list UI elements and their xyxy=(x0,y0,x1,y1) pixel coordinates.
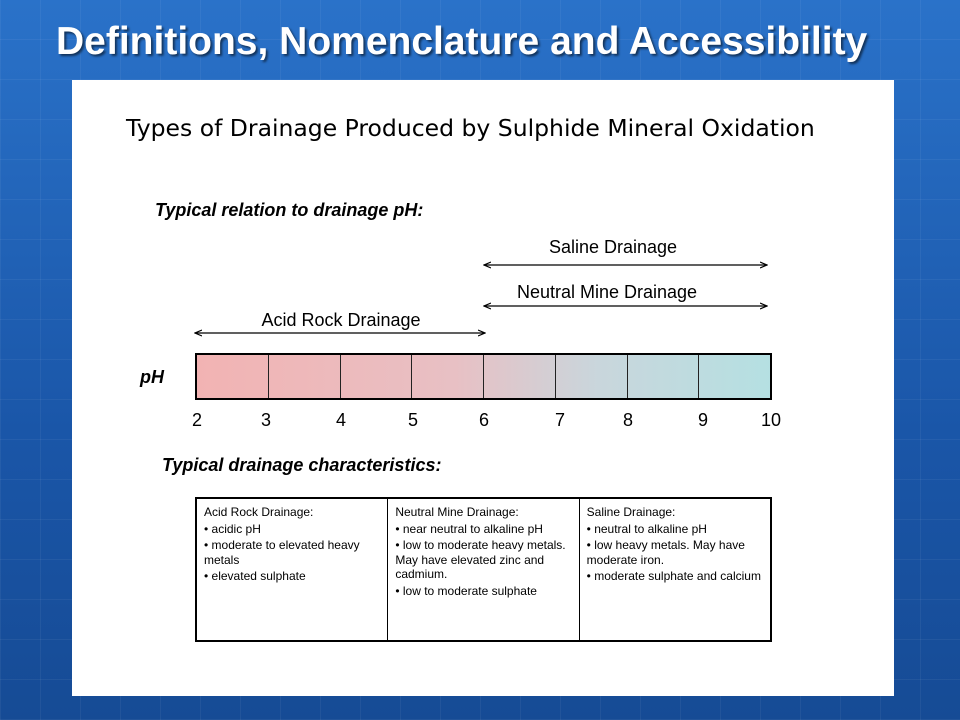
ph-tick-label: 9 xyxy=(697,410,709,430)
ph-cell xyxy=(699,355,770,398)
list-item: • low heavy metals. May have moderate iron. xyxy=(587,538,764,567)
ph-cell xyxy=(341,355,413,398)
relation-heading: Typical relation to drainage pH: xyxy=(155,200,424,220)
ph-cell xyxy=(412,355,484,398)
column-heading: Saline Drainage: xyxy=(586,505,676,519)
list-item: • low to moderate sulphate xyxy=(395,584,572,599)
ph-tick-label: 2 xyxy=(191,410,203,430)
ph-scale-bar xyxy=(195,353,772,400)
ph-tick-label: 3 xyxy=(260,410,272,430)
saline-drainage-column xyxy=(580,499,770,640)
ph-cell xyxy=(269,355,341,398)
list-item: • neutral to alkaline pH xyxy=(587,522,764,537)
acid-rock-drainage-column xyxy=(197,499,388,640)
ph-tick-label: 8 xyxy=(622,410,634,430)
diagram-title: Types of Drainage Produced by Sulphide Mineral Oxidation xyxy=(126,114,815,142)
neutral-mine-drainage-column xyxy=(388,499,579,640)
list-item: • moderate to elevated heavy metals xyxy=(204,538,381,567)
list-item: • elevated sulphate xyxy=(204,569,381,584)
ph-tick-label: 4 xyxy=(335,410,347,430)
ph-cell xyxy=(556,355,628,398)
ph-axis-label: pH xyxy=(140,367,164,387)
ph-tick-label: 10 xyxy=(760,410,782,430)
acid-range-label: Acid Rock Drainage xyxy=(261,310,421,330)
slide-title: Definitions, Nomenclature and Accessibility xyxy=(56,20,868,63)
column-heading: Neutral Mine Drainage: xyxy=(395,505,519,519)
list-item: • near neutral to alkaline pH xyxy=(395,522,572,537)
ph-tick-label: 6 xyxy=(478,410,490,430)
characteristics-table xyxy=(195,497,772,642)
characteristics-heading: Typical drainage characteristics: xyxy=(162,455,442,475)
list-item: • moderate sulphate and calcium xyxy=(587,569,764,584)
list-item: • low to moderate heavy metals. May have elevated zinc and cadmium. xyxy=(395,538,572,582)
column-heading: Acid Rock Drainage: xyxy=(204,505,314,519)
ph-cell xyxy=(484,355,556,398)
ph-tick-label: 7 xyxy=(554,410,566,430)
list-item: • acidic pH xyxy=(204,522,381,537)
neutral-range-label: Neutral Mine Drainage xyxy=(516,282,698,302)
saline-range-label: Saline Drainage xyxy=(548,237,678,257)
ph-tick-label: 5 xyxy=(407,410,419,430)
ph-cell xyxy=(197,355,269,398)
ph-cell xyxy=(628,355,700,398)
